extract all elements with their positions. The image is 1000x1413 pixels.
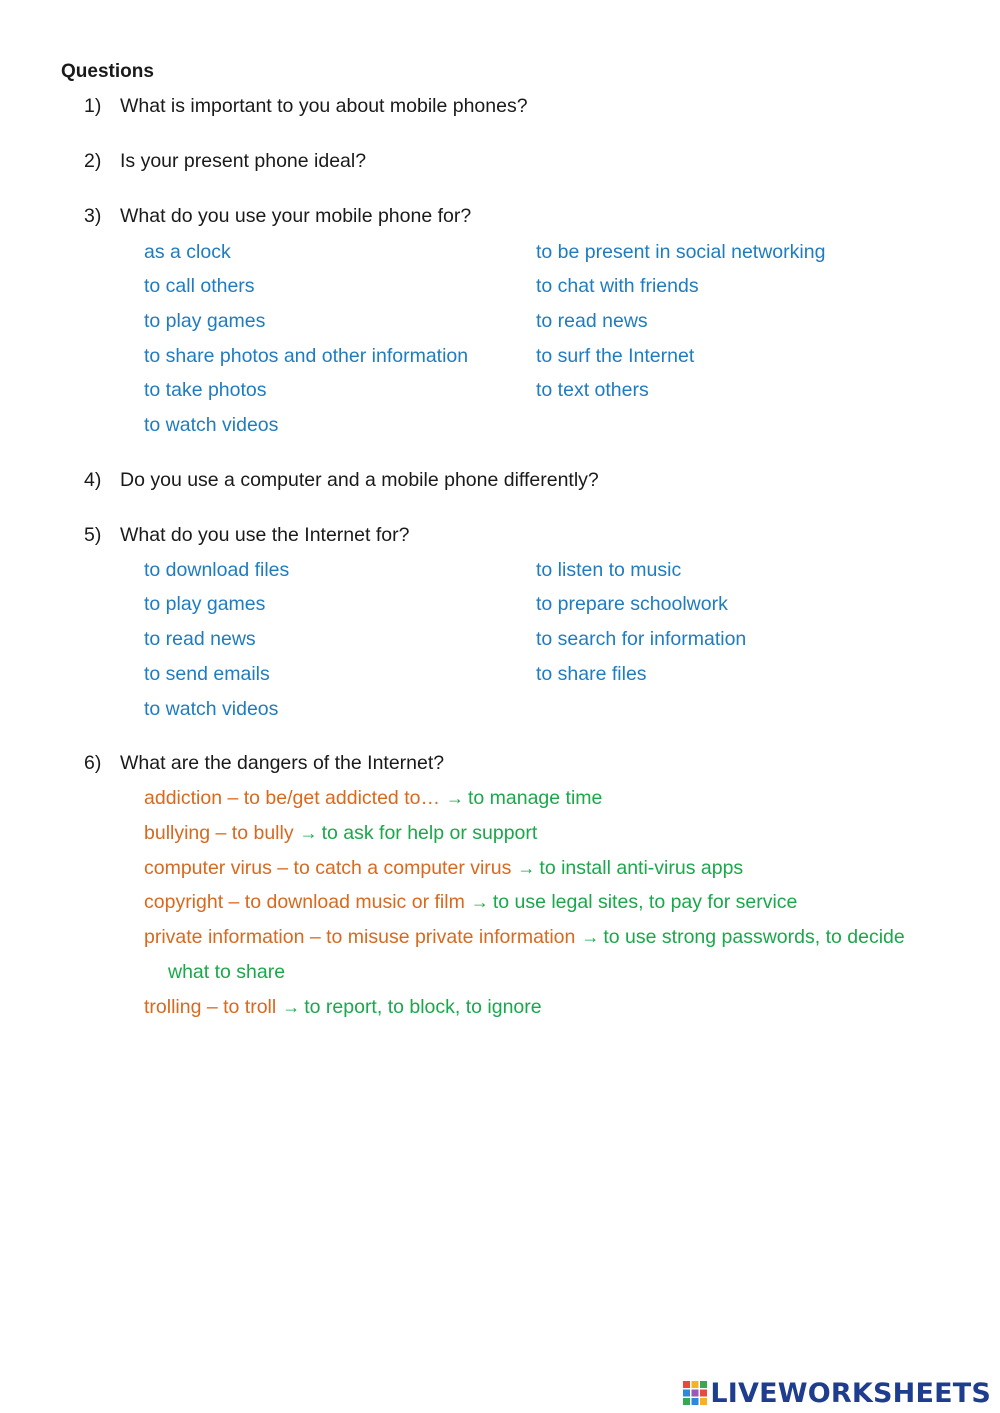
question-1 xyxy=(84,94,528,118)
q5-option: to search for information xyxy=(536,628,747,650)
q3-option: to call others xyxy=(144,275,255,297)
arrow-right-icon: → xyxy=(445,788,464,808)
worksheet-heading: Questions xyxy=(61,61,154,82)
danger-item xyxy=(144,995,542,1019)
question-text: Do you use a computer and a mobile phone differently? xyxy=(120,469,599,491)
q3-option: to play games xyxy=(144,310,266,332)
danger-solution: to report, to block, to ignore xyxy=(304,996,542,1018)
arrow-right-icon: → xyxy=(299,823,318,843)
liveworksheets-logo-icon xyxy=(683,1381,707,1405)
q3-option: to surf the Internet xyxy=(536,345,695,367)
danger-solution: to use strong passwords, to decide xyxy=(603,926,905,948)
arrow-right-icon: → xyxy=(470,892,489,912)
q5-option: to share files xyxy=(536,663,647,685)
question-text: What is important to you about mobile phones? xyxy=(120,95,528,117)
q3-option: to be present in social networking xyxy=(536,241,826,263)
danger-solution-continued: what to share xyxy=(168,961,286,983)
danger-solution: to install anti-virus apps xyxy=(539,857,744,879)
danger-risk: copyright – to download music or film xyxy=(144,891,465,913)
liveworksheets-logo xyxy=(683,1378,991,1408)
question-number: 4) xyxy=(84,469,102,491)
q3-option: to read news xyxy=(536,310,648,332)
danger-item xyxy=(144,786,602,810)
question-5 xyxy=(84,523,409,547)
liveworksheets-logo-text: LIVEWORKSHEETS xyxy=(710,1377,991,1409)
danger-risk: addiction – to be/get addicted to… xyxy=(144,787,440,809)
question-text: What do you use your mobile phone for? xyxy=(120,205,472,227)
question-number: 5) xyxy=(84,524,102,546)
question-text: What do you use the Internet for? xyxy=(120,524,410,546)
question-number: 1) xyxy=(84,95,102,117)
question-text: What are the dangers of the Internet? xyxy=(120,752,445,774)
q5-option: to send emails xyxy=(144,663,270,685)
danger-solution: to ask for help or support xyxy=(321,822,538,844)
q3-option: to watch videos xyxy=(144,414,279,436)
arrow-right-icon: → xyxy=(581,927,600,947)
arrow-right-icon: → xyxy=(517,858,536,878)
question-6 xyxy=(84,751,444,775)
q5-option: to read news xyxy=(144,628,256,650)
danger-item xyxy=(144,890,797,914)
question-4 xyxy=(84,468,599,492)
q5-option: to download files xyxy=(144,559,290,581)
question-number: 2) xyxy=(84,150,102,172)
q3-option: to share photos and other information xyxy=(144,345,469,367)
q3-option: as a clock xyxy=(144,241,231,263)
q3-option: to text others xyxy=(536,379,649,401)
danger-solution: to manage time xyxy=(467,787,603,809)
q3-option: to chat with friends xyxy=(536,275,699,297)
danger-risk: computer virus – to catch a computer virus xyxy=(144,857,512,879)
q3-option: to take photos xyxy=(144,379,267,401)
q5-option: to prepare schoolwork xyxy=(536,593,728,615)
danger-risk: private information – to misuse private information xyxy=(144,926,576,948)
question-3 xyxy=(84,204,471,228)
danger-item xyxy=(144,856,743,880)
danger-risk: bullying – to bully xyxy=(144,822,294,844)
q5-option: to watch videos xyxy=(144,698,279,720)
q5-option: to listen to music xyxy=(536,559,682,581)
danger-item xyxy=(144,821,537,845)
danger-risk: trolling – to troll xyxy=(144,996,277,1018)
question-number: 6) xyxy=(84,752,102,774)
arrow-right-icon: → xyxy=(282,997,301,1017)
question-text: Is your present phone ideal? xyxy=(120,150,367,172)
danger-item xyxy=(144,925,905,949)
question-number: 3) xyxy=(84,205,102,227)
danger-solution: to use legal sites, to pay for service xyxy=(492,891,798,913)
question-2 xyxy=(84,149,366,173)
q5-option: to play games xyxy=(144,593,266,615)
